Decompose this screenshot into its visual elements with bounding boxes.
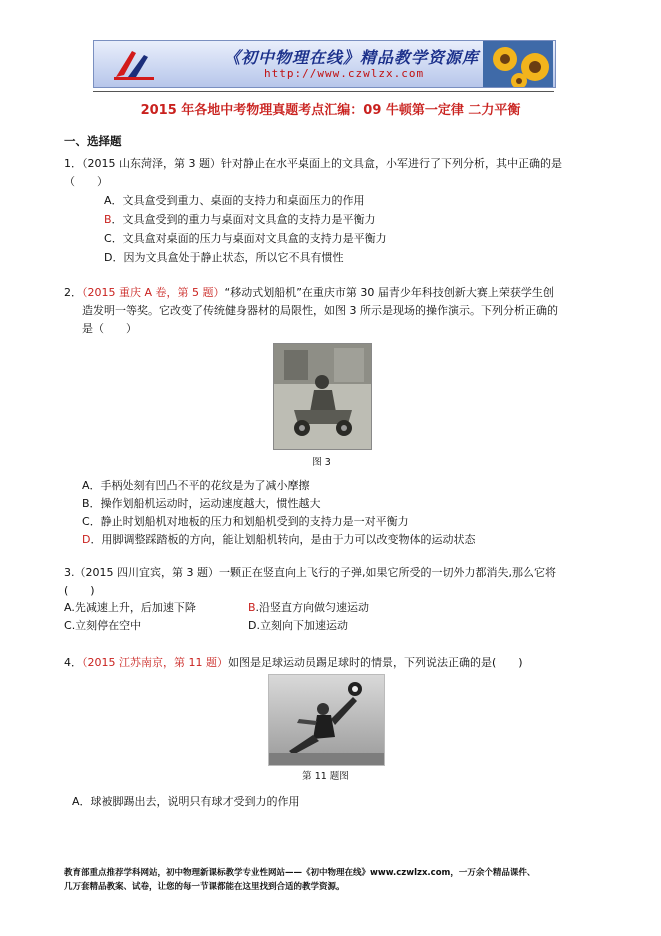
- site-logo-icon: [110, 45, 158, 83]
- banner-url[interactable]: http://www.czwlzx.com: [264, 67, 425, 80]
- page-footer: [64, 866, 535, 894]
- q1-option-d: D．因为文具盒处于静止状态，所以它不具有惯性: [104, 251, 344, 264]
- footer-line1: 教育部重点推荐学科网站，初中物理新课标教学专业性网站——《初中物理在线》www.czwlzx.com，一万余个精品课件、: [64, 868, 536, 878]
- q4-stem: 4．（2015 江苏南京，第 11 题）如图是足球运动员踢足球时的情景，下列说法正确的是( ): [64, 656, 523, 669]
- q3-option-d: D.立刻向下加速运动: [248, 619, 348, 632]
- q1-option-a: A．文具盒受到重力、桌面的支持力和桌面压力的作用: [104, 194, 365, 207]
- q2-option-d: D．用脚调整踩踏板的方向，能让划船机转向，是由于力可以改变物体的运动状态: [82, 533, 476, 546]
- q1-bracket: （ ）: [64, 175, 108, 188]
- q1-option-b: B．文具盒受到的重力与桌面对文具盒的支持力是平衡力: [104, 213, 376, 226]
- rowing-machine-photo-icon: [274, 344, 371, 449]
- soccer-player-photo-icon: [269, 675, 384, 765]
- figure-11-soccer-kick: [268, 674, 385, 766]
- sunflower-icon: [483, 41, 553, 87]
- q2-line1: 2．（2015 重庆 A 卷，第 5 题）“移动式划船机”在重庆市第 30 届青少年科技创新大赛上荣获学生创: [64, 286, 554, 299]
- q3-option-a: A.先减速上升，后加速下降: [64, 601, 196, 614]
- q2-option-a: A．手柄处刻有凹凸不平的花纹是为了减小摩擦: [82, 479, 310, 492]
- q3-line1: 3.（2015 四川宜宾，第 3 题）一颗正在竖直向上飞行的子弹,如果它所受的一切外力都消失,那么它将: [64, 566, 556, 579]
- q2-option-b: B．操作划船机运动时，运动速度越大，惯性越大: [82, 497, 321, 510]
- q2-line3: 是（ ）: [82, 322, 137, 335]
- figure-11-caption: 第 11 题图: [302, 771, 349, 782]
- q3-line2: ( ): [64, 584, 95, 597]
- figure-3-rowing-machine: [273, 343, 372, 450]
- q3-option-c: C.立刻停在空中: [64, 619, 142, 632]
- header-banner: [93, 40, 556, 88]
- document-title: 2015 年各地中考物理真题考点汇编：09 牛顿第一定律 二力平衡: [140, 103, 521, 118]
- header-divider: [93, 91, 554, 92]
- q1-option-c: C．文具盒对桌面的压力与桌面对文具盒的支持力是平衡力: [104, 232, 387, 245]
- section-heading: 一、选择题: [64, 134, 122, 148]
- banner-title: 《初中物理在线》精品教学资源库: [224, 48, 480, 67]
- q1-stem: 1．（2015 山东菏泽，第 3 题）针对静止在水平桌面上的文具盒，小军进行了下列分析，其中正确的是: [64, 157, 562, 170]
- footer-line2: 几万套精品教案、试卷，让您的每一节课都能在这里找到合适的教学资源。: [64, 882, 345, 892]
- q4-option-a: A．球被脚踢出去，说明只有球才受到力的作用: [72, 795, 300, 808]
- q2-option-c: C．静止时划船机对地板的压力和划船机受到的支持力是一对平衡力: [82, 515, 409, 528]
- q2-line2: 造发明一等奖。它改变了传统健身器材的局限性，如图 3 所示是现场的操作演示。下列分析正确的: [82, 304, 558, 317]
- figure-3-caption: 图 3: [312, 457, 331, 468]
- q3-option-b: B.沿竖直方向做匀速运动: [248, 601, 370, 614]
